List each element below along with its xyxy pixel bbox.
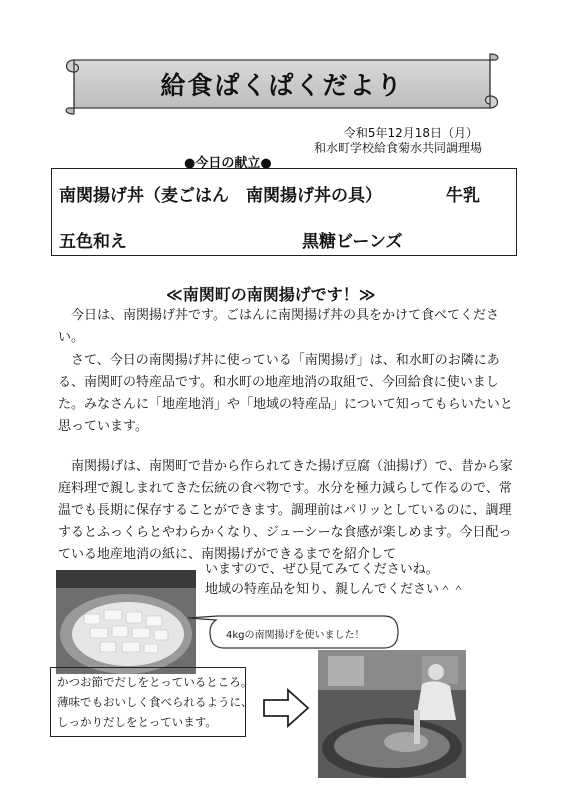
menu-box <box>51 168 517 256</box>
photo-note-box <box>50 667 253 737</box>
title-banner <box>62 52 502 116</box>
note-line: しっかりだしをとっています。 <box>57 715 217 729</box>
broth-cooking-photo <box>318 650 466 778</box>
note-line: 薄味でもおいしく食べられるように、 <box>57 695 253 709</box>
menu-item-dessert: 黒糖ビーンズ <box>302 232 403 252</box>
newsletter-title: 給食ぱくぱくだより <box>160 71 404 100</box>
menu-item-main: 南関揚げ丼（麦ごはん 南関揚げ丼の具） <box>59 186 382 206</box>
bubble-caption: 4kgの南関揚げを使いました！ <box>226 630 365 641</box>
article-paragraph: 今日は、南関揚げ丼です。ごはんに南関揚げ丼の具をかけて食べてください。 <box>58 308 499 345</box>
article-paragraph-closing: 地域の特産品を知り、親しんでください＾＾ <box>205 582 466 597</box>
article-paragraph-continued: いますので、ぜひ見てみてくださいね。 <box>205 562 439 577</box>
organization-name: 和水町学校給食菊水共同調理場 <box>313 141 482 155</box>
issue-date: 令和5年12月18日（月） <box>343 126 478 140</box>
note-line: かつお節でだしをとっているところ。 <box>57 675 253 689</box>
menu-item-side: 五色和え <box>59 232 127 252</box>
menu-item-milk: 牛乳 <box>446 186 480 206</box>
menu-title: ●今日の献立● <box>184 156 272 171</box>
fried-tofu-photo <box>56 570 196 674</box>
article-paragraph: 南関揚げは、南関町で昔から作られてきた揚げ豆腐（油揚げ）で、昔から家庭料理で親しまれてきた伝統の食べ物です。水分を極力減らして作るので、常温でも長期に保存することができます。調理前はパリッとしているのに、調理するとふっくらとやわらかくなり、ジューシーな食感が楽しめます。今日配っている地産地消の紙に、南関揚げができるまでを紹介して <box>58 459 513 562</box>
article-paragraph: さて、今日の南関揚げ丼に使っている「南関揚げ」は、和水町のお隣にある、南関町の特産品です。和水町の地産地消の取組で、今回給食に使いました。みなさんに「地産地消」や「地域の特産品」について知ってもらいたいと思っています。 <box>58 353 513 434</box>
arrow-right-icon <box>262 688 310 728</box>
article-heading: ≪南関町の南関揚げです！≫ <box>166 285 376 304</box>
